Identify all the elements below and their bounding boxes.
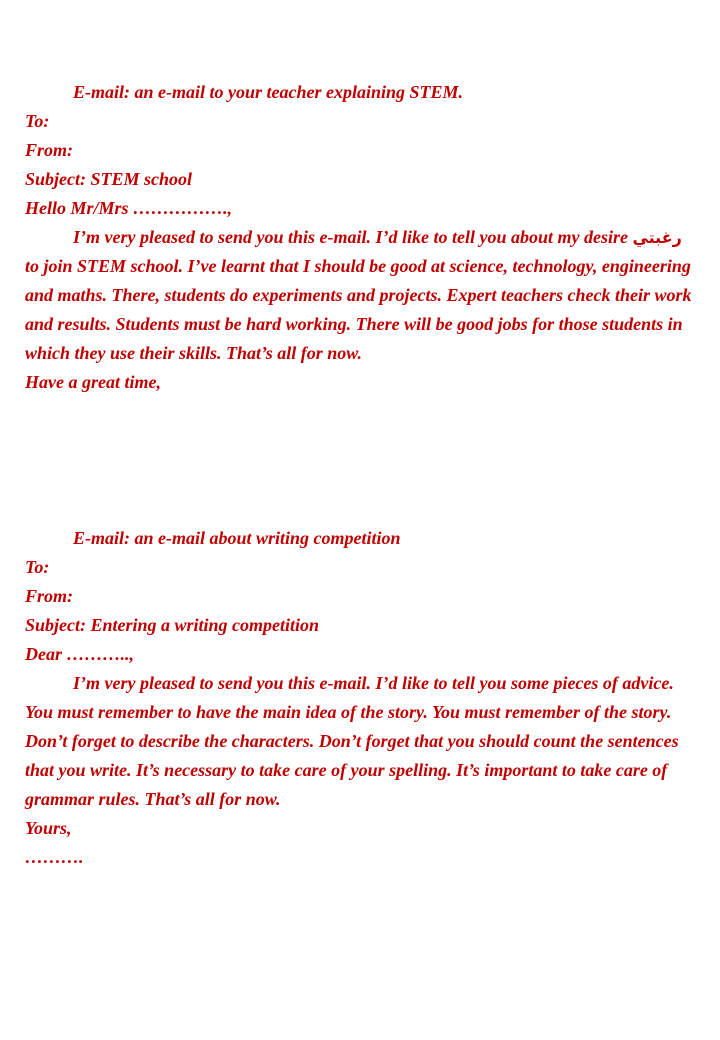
subject-line: Subject: STEM school — [25, 169, 193, 189]
arabic-word: رغبتي — [632, 228, 682, 247]
from-line: From: — [25, 140, 74, 160]
email-task-writing-competition — [25, 524, 695, 872]
signature-line: ………. — [25, 847, 84, 867]
to-line: To: — [25, 111, 50, 131]
email-body: I’m very pleased to send you this e-mail. I’d like to tell you some pieces of advice. You must remember to have the main idea of the story. You must remember of the story. Don’t forget to describe the characters. Don’t forget that you should count the sentences that you write. It’s necessary to take care of your spelling. It’s important to take care of grammar rules. That’s all for now. — [25, 673, 679, 809]
email-heading: E-mail: an e-mail about writing competition — [73, 528, 401, 548]
email-body — [25, 223, 695, 368]
body-text-start: I’m very pleased to send you this e-mail. I’d like to tell you about my desire — [73, 227, 633, 247]
greeting-line: Hello Mr/Mrs ……………., — [25, 198, 233, 218]
email-heading: E-mail: an e-mail to your teacher explaining STEM. — [73, 82, 464, 102]
closing-line: Yours, — [25, 818, 72, 838]
closing-line: Have a great time, — [25, 372, 161, 392]
subject-line: Subject: Entering a writing competition — [25, 615, 320, 635]
greeting-line: Dear ……….., — [25, 644, 134, 664]
from-line: From: — [25, 586, 74, 606]
to-line: To: — [25, 557, 50, 577]
email-task-stem — [25, 78, 695, 397]
body-text-rest: to join STEM school. I’ve learnt that I should be good at science, technology, engineering and maths. There, students do experiments and projects. Expert teachers check their work and results. Students must be hard working. There will be good jobs for those students in which they use their skills. That’s all for now. — [25, 256, 692, 363]
